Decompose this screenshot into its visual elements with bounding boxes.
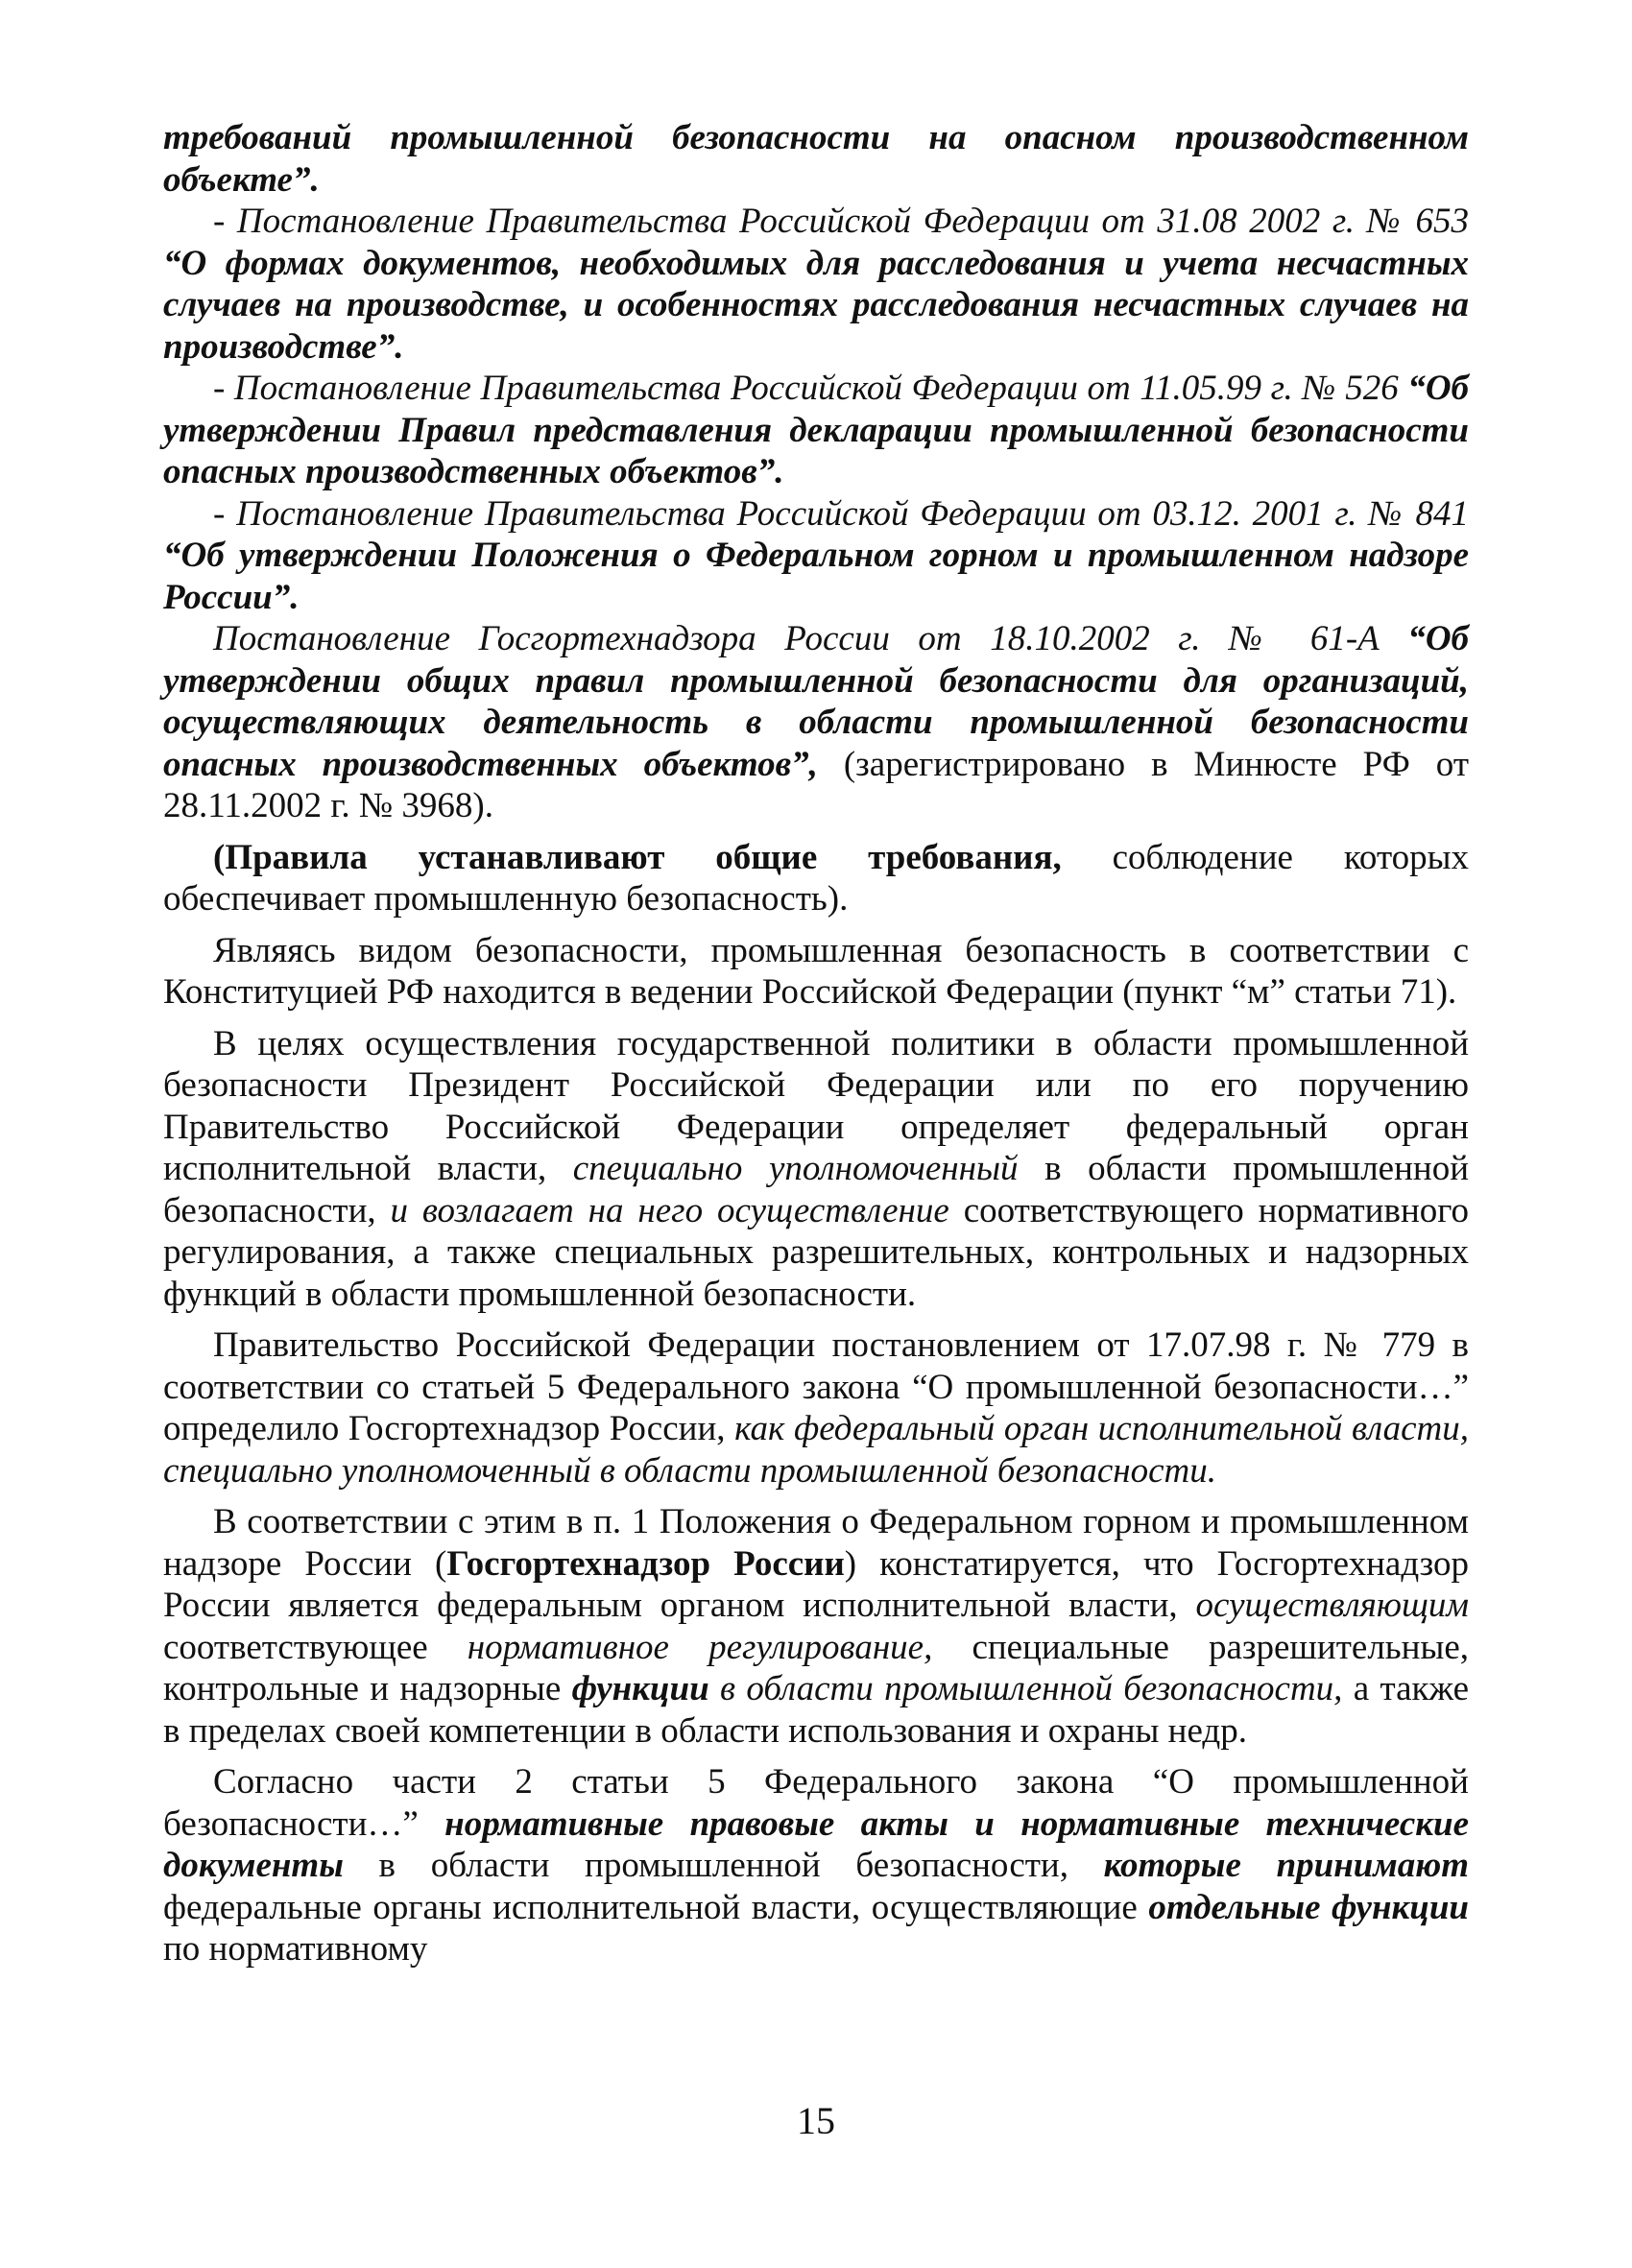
text-italic: - Постановление Правительства Российской Федерации от 03.12. 2001 г. № 841 bbox=[213, 493, 1469, 534]
paragraph-11 bbox=[163, 1761, 1469, 1970]
paragraph-9 bbox=[163, 1325, 1469, 1492]
paragraph-5 bbox=[163, 618, 1469, 827]
text-italic: Постановление Госгортехнадзора России от 18.10.2002 г. № 61-А bbox=[213, 619, 1380, 658]
text-regular: в области промышленной безопасности, bbox=[378, 1846, 1068, 1885]
page-number: 15 bbox=[797, 2099, 835, 2142]
text-bold: (Правила устанавливают общие требования, bbox=[213, 837, 1062, 877]
text-regular: соблюдение которых обеспечивает промышленную безопасность). bbox=[163, 837, 1469, 919]
text-regular: соответствующего нормативного регулирования, а также специальных разрешительных, контрольных и надзорных функций в области промышленной безопасности. bbox=[163, 1190, 1470, 1314]
text-italic: в области промышленной безопасности, bbox=[719, 1669, 1343, 1708]
text-bold-italic: нормативные правовые акты и нормативные технические документы bbox=[163, 1803, 1469, 1885]
text-italic: нормативное регулирование, bbox=[467, 1627, 933, 1667]
text-regular: а также в пределах своей компетенции в области использования и охраны недр. bbox=[163, 1669, 1470, 1751]
text-regular: в области промышленной безопасности, bbox=[163, 1149, 1469, 1230]
text-regular: В соответствии с этим в п. 1 Положения о Федеральном горном и промышленном надзоре России ( bbox=[163, 1502, 1469, 1584]
text-bold-italic: “Об утверждении Правил представления декларации промышленной безопасности опасных производственных объектов”. bbox=[163, 369, 1469, 491]
text-regular: по нормативному bbox=[163, 1929, 428, 1969]
text-italic: осуществляющим bbox=[1195, 1586, 1470, 1625]
text-regular: Согласно части 2 статьи 5 Федерального закона “О промышленной безопасности…” bbox=[163, 1762, 1469, 1844]
paragraph-8 bbox=[163, 1023, 1469, 1316]
text-bold-italic: функции bbox=[571, 1669, 709, 1708]
text-bold-italic: которые принимают bbox=[1103, 1846, 1469, 1885]
paragraph-3 bbox=[163, 368, 1469, 493]
text-italic: специально уполномоченный bbox=[572, 1149, 1019, 1188]
text-regular: В целях осуществления государственной политики в области промышленной безопасности Президент Российской Федерации или по его поручению Правительство Российской Федерации определяет федеральный орган исполнительной власти, bbox=[163, 1023, 1469, 1188]
text-regular: специальные разрешительные, контрольные и надзорные bbox=[163, 1627, 1469, 1708]
text-bold: Госгортехнадзор России bbox=[446, 1543, 845, 1584]
text-bold-italic: требований промышленной безопасности на опасном производственном объекте”. bbox=[163, 118, 1469, 200]
text-regular: Правительство Российской Федерации постановлением от 17.07.98 г. № 779 в соответствии со статьей 5 Федерального закона “О промышленной безопасности…” определило Госгортехнадзор России, bbox=[163, 1325, 1469, 1448]
text-bold-italic: отдельные функции bbox=[1148, 1887, 1469, 1927]
text-regular: ) констатируется, что Госгортехнадзор России является федеральным органом исполнительной власти, bbox=[163, 1543, 1469, 1625]
paragraph-4 bbox=[163, 493, 1469, 619]
paragraph-10 bbox=[163, 1501, 1469, 1752]
paragraph-7 bbox=[163, 930, 1469, 1014]
text-bold-italic: “Об утверждении Положения о Федеральном горном и промышленном надзоре России”. bbox=[163, 536, 1469, 617]
text-bold-italic: “О формах документов, необходимых для расследования и учета несчастных случаев на производстве, и особенностях расследования несчастных случаев на производстве”. bbox=[163, 243, 1469, 367]
document-body bbox=[163, 117, 1469, 1970]
paragraph-2 bbox=[163, 201, 1469, 368]
text-regular: соответствующее bbox=[163, 1627, 428, 1667]
paragraph-6 bbox=[163, 837, 1469, 920]
text-bold-italic: “Об утверждении общих правил промышленной безопасности для организаций, осуществляющих деятельность в области промышленной безопасности опасных производственных объектов”, bbox=[163, 619, 1470, 784]
text-italic: - Постановление Правительства Российской Федерации от 31.08 2002 г. № 653 bbox=[213, 202, 1469, 241]
text-regular: федеральные органы исполнительной власти, осуществляющие bbox=[163, 1887, 1138, 1927]
text-italic: - Постановление Правительства Российской Федерации от 11.05.99 г. № 526 bbox=[213, 369, 1399, 408]
text-regular: (зарегистрировано в Минюсте РФ от 28.11.2002 г. № 3968). bbox=[163, 744, 1469, 825]
text-regular: Являясь видом безопасности, промышленная безопасность в соответствии с Конституцией РФ находится в ведении Российской Федерации (пункт “м” статьи 71). bbox=[163, 930, 1469, 1012]
text-italic: как федеральный орган исполнительной власти, специально уполномоченный в области промышленной безопасности. bbox=[163, 1409, 1469, 1491]
paragraph-1 bbox=[163, 117, 1469, 201]
text-italic: и возлагает на него осуществление bbox=[390, 1190, 949, 1230]
